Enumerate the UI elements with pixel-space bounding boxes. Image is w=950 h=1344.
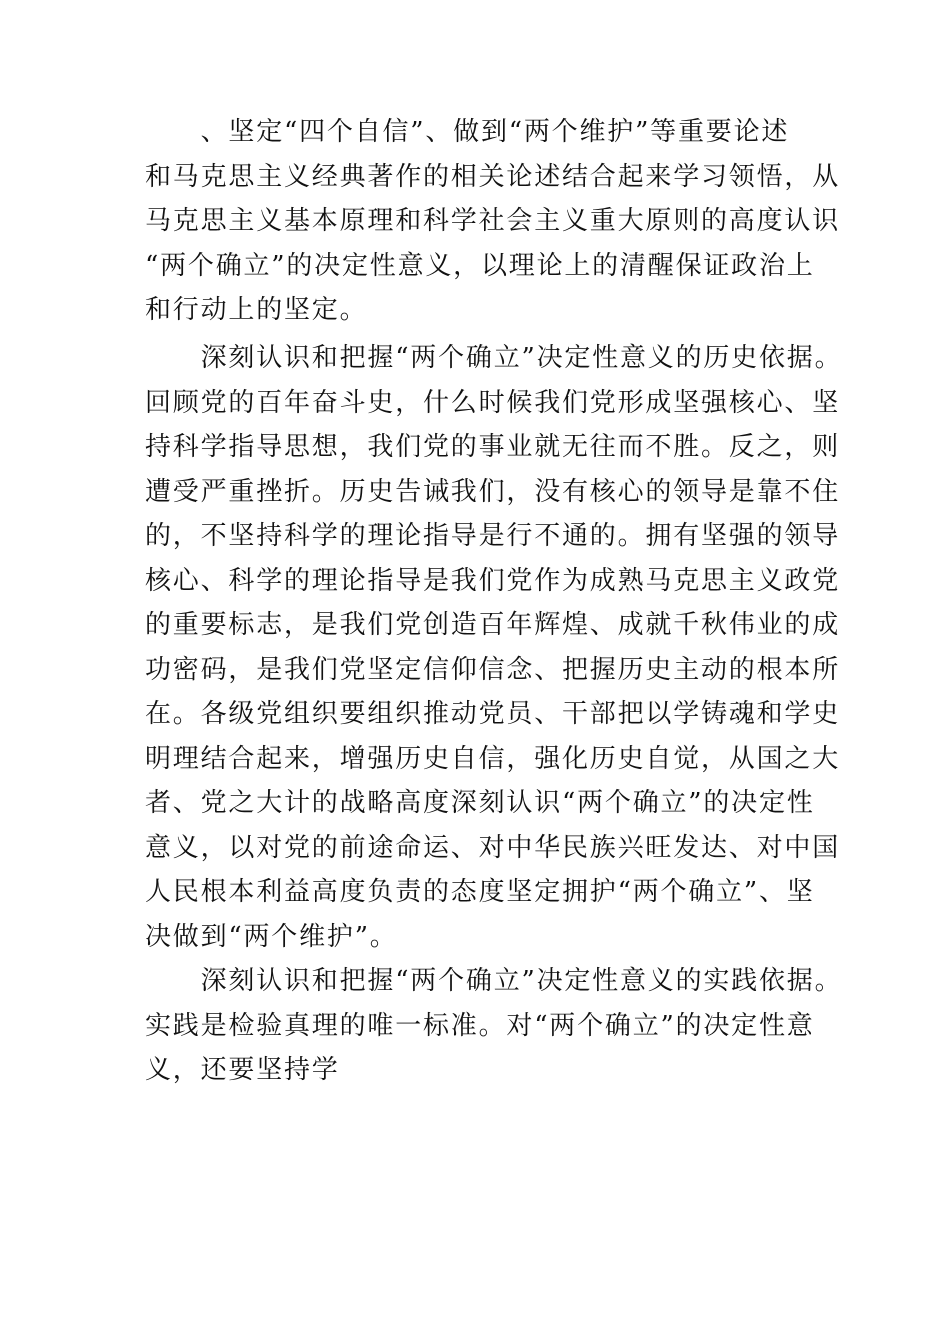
paragraph-important-statements (145, 110, 841, 333)
text-line: 回顾党的百年奋斗史，什么时候我们党形成坚强核心、坚 (145, 387, 841, 418)
text-line: 在。各级党组织要组织推动党员、干部把以学铸魂和学史 (145, 699, 841, 729)
text-line: 、坚定“四个自信”、做到“两个维护”等重要论述 (145, 117, 790, 147)
text-line: 者、党之大计的战略高度深刻认识“两个确立”的决定性 (145, 788, 815, 818)
paragraph-historical-basis (145, 336, 843, 959)
text-line: 和行动上的坚定。 (145, 295, 368, 325)
text-line: 和马克思主义经典著作的相关论述结合起来学习领悟，从 (145, 161, 841, 192)
text-line: 遭受严重挫折。历史告诫我们，没有核心的领导是靠不住 (145, 476, 841, 507)
text-line: 核心、科学的理论指导是我们党作为成熟马克思主义政党 (145, 565, 841, 596)
text-line: 实践是检验真理的唯一标准。对“两个确立”的决定性意 (145, 1010, 815, 1041)
paragraph-practical-basis (145, 959, 843, 1093)
text-line: 决做到“两个维护”。 (145, 921, 398, 952)
text-line: 马克思主义基本原理和科学社会主义重大原则的高度认识 (145, 206, 841, 236)
text-line: 功密码，是我们党坚定信仰信念、把握历史主动的根本所 (145, 654, 841, 685)
text-line: 明理结合起来，增强历史自信，强化历史自觉，从国之大 (145, 743, 841, 774)
text-line: 意义，以对党的前途命运、对中华民族兴旺发达、对中国 (145, 832, 841, 863)
text-line: 的重要标志，是我们党创造百年辉煌、成就千秋伟业的成 (145, 610, 841, 640)
text-line: 深刻认识和把握“两个确立”决定性意义的实践依据。 (145, 966, 843, 996)
text-line: 义，还要坚持学 (145, 1055, 340, 1085)
text-line: 持科学指导思想，我们党的事业就无往而不胜。反之，则 (145, 432, 841, 462)
text-line: 的，不坚持科学的理论指导是行不通的。拥有坚强的领导 (145, 521, 841, 551)
text-line: 深刻认识和把握“两个确立”决定性意义的历史依据。 (145, 343, 843, 373)
text-line: “两个确立”的决定性意义，以理论上的清醒保证政治上 (145, 250, 815, 281)
text-line: 人民根本利益高度负责的态度坚定拥护“两个确立”、坚 (145, 877, 815, 907)
